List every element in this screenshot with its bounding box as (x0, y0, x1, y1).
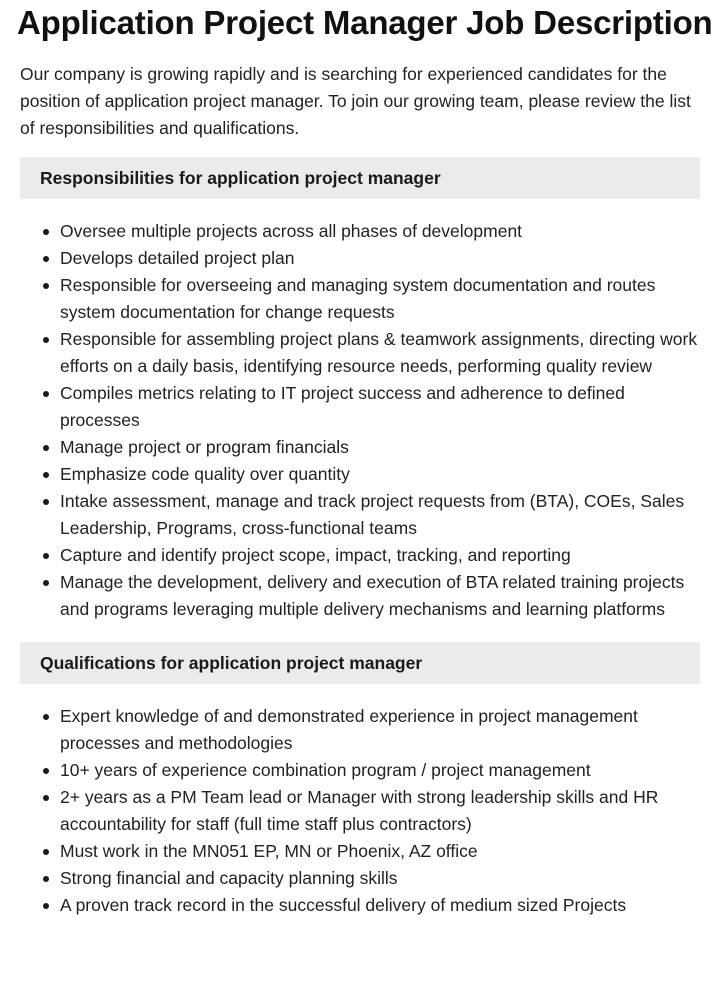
responsibilities-header (20, 157, 700, 199)
list-item: Manage the development, delivery and execution of BTA related training projects and programs leveraging multiple delivery mechanisms and learning platforms (60, 569, 700, 623)
responsibilities-list (20, 218, 700, 623)
page-title: Application Project Manager Job Description (17, 4, 713, 41)
list-item: Oversee multiple projects across all phases of development (60, 218, 700, 245)
qualifications-list (20, 703, 700, 919)
list-item: Capture and identify project scope, impact, tracking, and reporting (60, 542, 700, 569)
list-item: 2+ years as a PM Team lead or Manager with strong leadership skills and HR accountability for staff (full time staff plus contractors) (60, 784, 700, 838)
list-item: Expert knowledge of and demonstrated experience in project management processes and methodologies (60, 703, 700, 757)
list-item: 10+ years of experience combination program / project management (60, 757, 700, 784)
list-item: Develops detailed project plan (60, 245, 700, 272)
list-item: Compiles metrics relating to IT project success and adherence to defined processes (60, 380, 700, 434)
list-item: Must work in the MN051 EP, MN or Phoenix, AZ office (60, 838, 700, 865)
list-item: Responsible for assembling project plans & teamwork assignments, directing work efforts on a daily basis, identifying resource needs, performing quality review (60, 326, 700, 380)
list-item: Intake assessment, manage and track project requests from (BTA), COEs, Sales Leadership, Programs, cross-functional teams (60, 488, 700, 542)
list-item: A proven track record in the successful delivery of medium sized Projects (60, 892, 700, 919)
list-item: Responsible for overseeing and managing system documentation and routes system documentation for change requests (60, 272, 700, 326)
list-item: Strong financial and capacity planning skills (60, 865, 700, 892)
list-item: Emphasize code quality over quantity (60, 461, 700, 488)
intro-paragraph: Our company is growing rapidly and is searching for experienced candidates for the position of application project manager. To join our growing team, please review the list of responsibilities and qualifications. (20, 64, 691, 138)
responsibilities-heading: Responsibilities for application project manager (40, 167, 441, 188)
qualifications-heading: Qualifications for application project manager (40, 652, 423, 673)
list-item: Manage project or program financials (60, 434, 700, 461)
qualifications-header (20, 642, 700, 684)
